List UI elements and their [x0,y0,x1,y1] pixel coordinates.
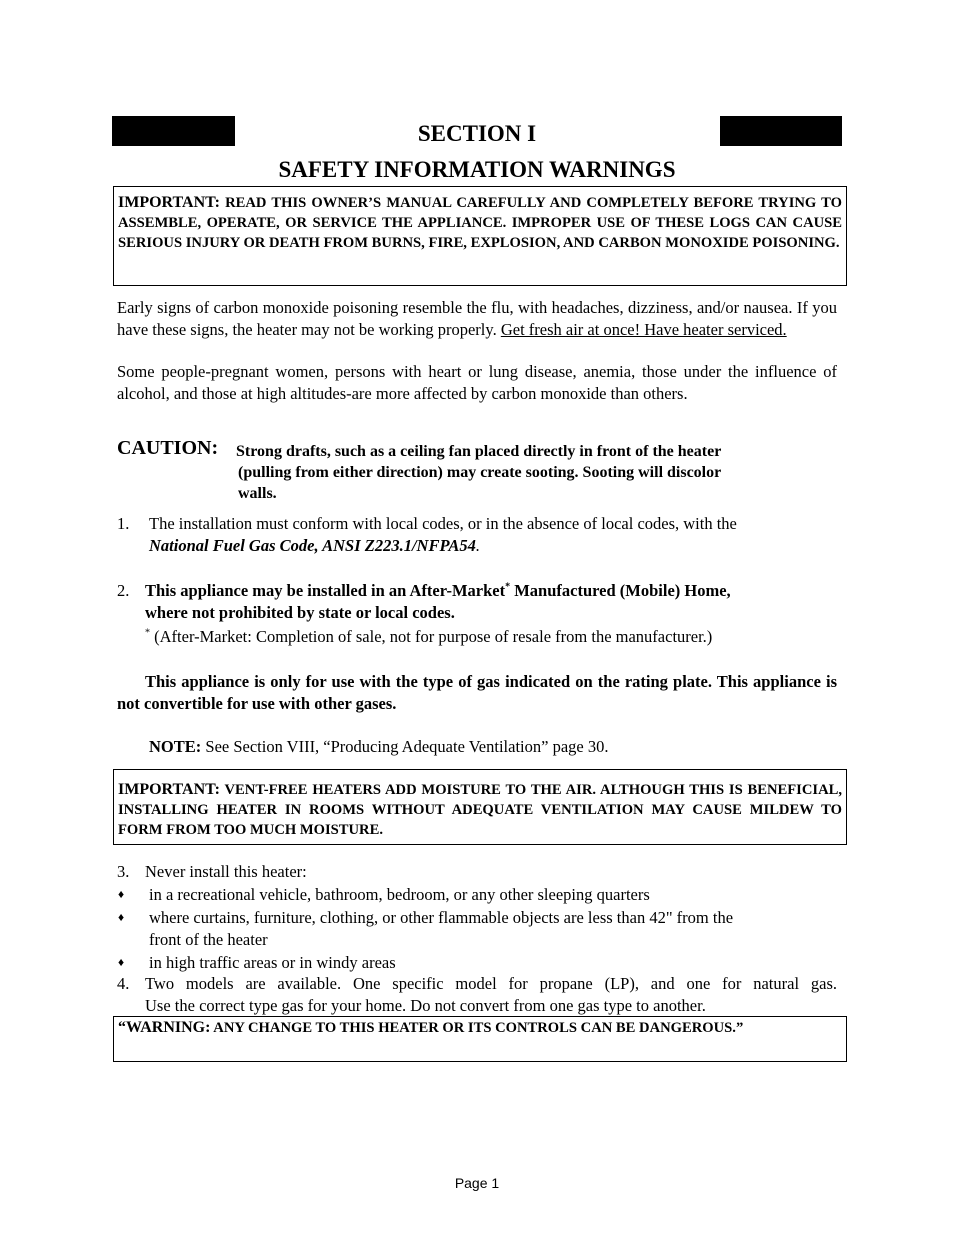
item-4-line-2: Use the correct type gas for your home. Do not convert from one gas type to another. [145,996,706,1015]
item-4-line-1: Two models are available. One specific model for propane (LP), and one for natural gas. [145,974,837,993]
caution-line-2: (pulling from either direction) may create sooting. Sooting will discolor [238,464,722,481]
bullet-icon: ♦ [118,887,125,901]
bullet-item-1: in a recreational vehicle, bathroom, bedroom, or any other sleeping quarters [149,885,650,904]
important-box-2-text: IMPORTANT: VENT-FREE HEATERS ADD MOISTURE TO THE AIR. ALTHOUGH THIS IS BENEFICIAL, INSTALLING HEATER IN ROOMS WITHOUT ADEQUATE VENTILATION MAY CAUSE MILDEW TO FORM FROM TOO MUCH MOISTURE. [118,781,843,838]
item-3-text: Never install this heater: [145,862,307,881]
section-title: SECTION I [417,121,537,146]
item-4-number: 4. [117,974,130,993]
caution-line-3: walls. [238,485,277,502]
page-number: Page 1 [454,1175,500,1191]
gas-type-note: This appliance is only for use with the type of gas indicated on the rating plate. This appliance is not convertible for use with other gases. [117,672,837,713]
co-paragraph-1: Early signs of carbon monoxide poisoning resemble the flu, with headaches, dizziness, and/or nausea. If you have these signs, the heater may not be working properly. Get fresh air at once! Have heater serviced. [117,298,837,339]
important-box-1-text: IMPORTANT: READ THIS OWNER’S MANUAL CAREFULLY AND COMPLETELY BEFORE TRYING TO ASSEMBLE, OPERATE, OR SERVICE THE APPLIANCE. IMPROPER USE OF THESE LOGS CAN CAUSE SERIOUS INJURY OR DEATH FROM BURNS, FIRE, EXPLOSION, AND CARBON MONOXIDE POISONING. [118,194,842,251]
bullet-icon: ♦ [118,955,125,969]
ventilation-note: NOTE: See Section VIII, “Producing Adequate Ventilation” page 30. [149,737,609,756]
main-title: SAFETY INFORMATION WARNINGS [278,157,676,182]
caution-label: CAUTION: [117,437,219,459]
co-paragraph-2: Some people-pregnant women, persons with heart or lung disease, anemia, those under the influence of alcohol, and those at high altitudes-are more affected by carbon monoxide than others. [117,362,837,403]
item-2-number: 2. [117,581,130,600]
bullet-icon: ♦ [118,910,125,924]
item-2-text: This appliance may be installed in an After-Market* Manufactured (Mobile) Home, where not prohibited by state or local codes. [145,581,731,622]
bullet-item-2: where curtains, furniture, clothing, or other flammable objects are less than 42" from the [149,908,734,927]
warning-text: “WARNING: ANY CHANGE TO THIS HEATER OR ITS CONTROLS CAN BE DANGEROUS.” [118,1019,744,1036]
item-1-text: The installation must conform with local codes, or in the absence of local codes, with the National Fuel Gas Code, ANSI Z223.1/NFPA54. [149,514,737,555]
bullet-item-2-continued: front of the heater [149,930,268,949]
caution-line-1: Strong drafts, such as a ceiling fan placed directly in front of the heater [236,443,722,460]
important-box-2 [113,769,847,845]
fresh-air-warning: Get fresh air at once! Have heater serviced. [500,319,787,339]
after-market-footnote: * (After-Market: Completion of sale, not for purpose of resale from the manufacturer.) [145,627,713,646]
code-reference: National Fuel Gas Code, ANSI Z223.1/NFPA54 [149,535,476,555]
warning-box [113,1016,847,1062]
bullet-item-3: in high traffic areas or in windy areas [149,953,396,972]
item-1-number: 1. [117,514,130,533]
important-box-1 [113,186,847,286]
item-3-number: 3. [117,862,130,881]
